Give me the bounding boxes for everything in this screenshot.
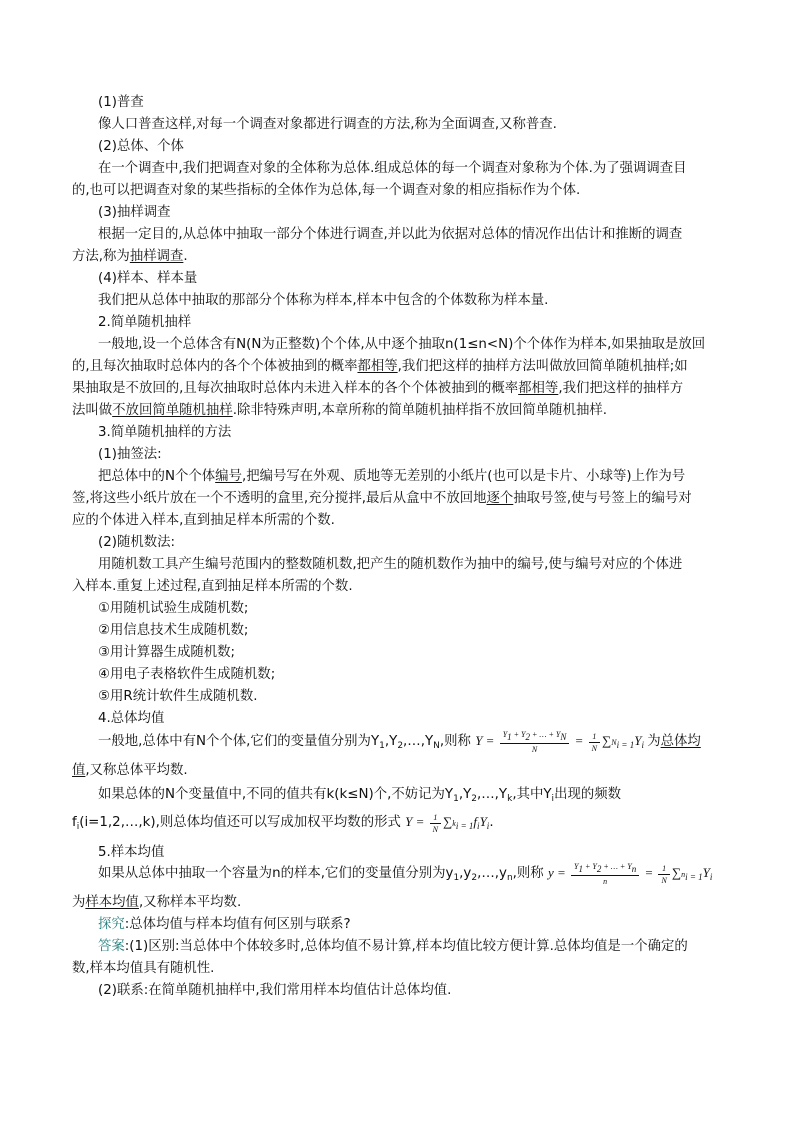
para-srs-4: 法叫做不放回简单随机抽样.除非特殊声明,本章所称的简单随机抽样指不放回简单随机抽样. [72,403,608,418]
heading-random-number: (2)随机数法: [98,535,176,550]
heading-lottery: (1)抽签法: [98,447,162,462]
para-weighted-2: $f_i(i=1,2,\dots,k)$,则总体均值还可以写成加权平均数的形式 Y = $\frac{1}{N}$ $\sum k_{i = 1}f_iY_i$. [72,812,494,834]
list-item: ②用信息技术生成随机数; [98,623,249,638]
para-lottery-2: 签,将这些小纸片放在一个不透明的盒里,充分搅拌,最后从盒中不放回地逐个抽取号签,使与号签上的编号对 [72,491,692,506]
para-sample-mean-2: 为样本均值,又称样本平均数. [72,895,242,910]
list-item: ④用电子表格软件生成随机数; [98,667,276,682]
section-population-mean: 4.总体均值 [98,711,165,726]
heading-population: (2)总体、个体 [98,139,184,154]
sample-mean-formula: y = $\frac{Y_1 + Y_2 + \dots + Y_n}{n}$ = $\frac{1}{N}$ $\sum n_{i = 1}Y_i$ [547,862,713,887]
answer-2: 数,样本均值具有随机性. [72,961,215,976]
para-population-2: 的,也可以把调查对象的某些指标的全体作为总体,每一个调查对象的相应指标作为个体. [72,183,581,198]
section-sample-mean: 5.样本均值 [98,845,165,860]
para-sample-mean-1: 如果从总体中抽取一个容量为n的样本,它们的变量值分别为$y_1,y_2,\dots,y_n$,则称 y = $\frac{Y_1 + Y_2 + \dots + Y_n}{n}$ = $\frac{1}{N}$ $\sum n_{i = 1}Y_i$ [98,862,713,887]
list-item: ①用随机试验生成随机数; [98,601,249,616]
population-mean-formula: Y = $\frac{Y_1 + Y_2 + \dots + Y_N}{N}$ = $\frac{1}{N}$ $\sum N_{i = 1}Y_i$ [475,730,644,755]
weighted-mean-formula: Y = $\frac{1}{N}$ $\sum k_{i = 1}f_iY_i$ [405,812,490,834]
answer-1: 答案:(1)区别:当总体中个体较多时,总体均值不易计算,样本均值比较方便计算.总体均值是一个确定的 [98,939,688,954]
para-lottery-3: 应的个体进入样本,直到抽足样本所需的个数. [72,513,335,528]
para-sampling-1: 根据一定目的,从总体中抽取一部分个体进行调查,并以此为依据对总体的情况作出估计和推断的调查 [98,227,683,242]
section-srs: 2.简单随机抽样 [98,315,192,330]
para-lottery-1: 把总体中的N个个体编号,把编号写在外观、质地等无差别的小纸片(也可以是卡片、小球等)上作为号 [98,469,686,484]
heading-sample: (4)样本、样本量 [98,271,198,286]
heading-sampling: (3)抽样调查 [98,205,171,220]
para-weighted-1: 如果总体的N个变量值中,不同的值共有k(k≤N)个,不妨记为$Y_1,Y_2,\dots,Y_k$,其中$Y_i$出现的频数 [98,787,622,804]
para-population-mean-1: 一般地,总体中有N个个体,它们的变量值分别为$Y_1,Y_2,\dots,Y_N$,则称 Y = $\frac{Y_1 + Y_2 + \dots + Y_N}{N}$ = $\frac{1}{N}$ $\sum N_{i = 1}Y_i$ 为总体均 [98,730,701,755]
para-sample: 我们把从总体中抽取的那部分个体称为样本,样本中包含的个体数称为样本量. [98,293,549,308]
para-srs-2: 的,且每次抽取时总体内的各个个体被抽到的概率都相等,我们把这样的抽样方法叫做放回简单随机抽样;如 [72,359,688,374]
para-srs-3: 果抽取是不放回的,且每次抽取时总体内未进入样本的各个个体被抽到的概率都相等,我们把这样的抽样方 [72,381,684,396]
explore-label: 探究 [98,917,125,932]
para-random-number-2: 入样本.重复上述过程,直到抽足样本所需的个数. [72,579,353,594]
list-item: ③用计算器生成随机数; [98,645,236,660]
para-srs-1: 一般地,设一个总体含有N(N为正整数)个个体,从中逐个抽取n(1≤n<N)个个体作为样本,如果抽取是放回 [98,337,706,352]
para-sampling-2: 方法,称为抽样调查. [72,249,188,264]
list-item: ⑤用R统计软件生成随机数. [98,689,258,704]
explore-question: 探究:总体均值与样本均值有何区别与联系? [98,917,351,932]
para-population-1: 在一个调查中,我们把调查对象的全体称为总体.组成总体的每一个调查对象称为个体.为了强调调查目 [98,161,687,176]
answer-3: (2)联系:在简单随机抽样中,我们常用样本均值估计总体均值. [98,983,452,998]
para-census: 像人口普查这样,对每一个调查对象都进行调查的方法,称为全面调查,又称普查. [98,117,557,132]
section-srs-methods: 3.简单随机抽样的方法 [98,425,232,440]
heading-census: (1)普查 [98,95,144,110]
para-population-mean-2: 值,又称总体平均数. [72,763,188,778]
answer-label: 答案 [98,939,125,954]
para-random-number-1: 用随机数工具产生编号范围内的整数随机数,把产生的随机数作为抽中的编号,使与编号对应的个体进 [98,557,683,572]
